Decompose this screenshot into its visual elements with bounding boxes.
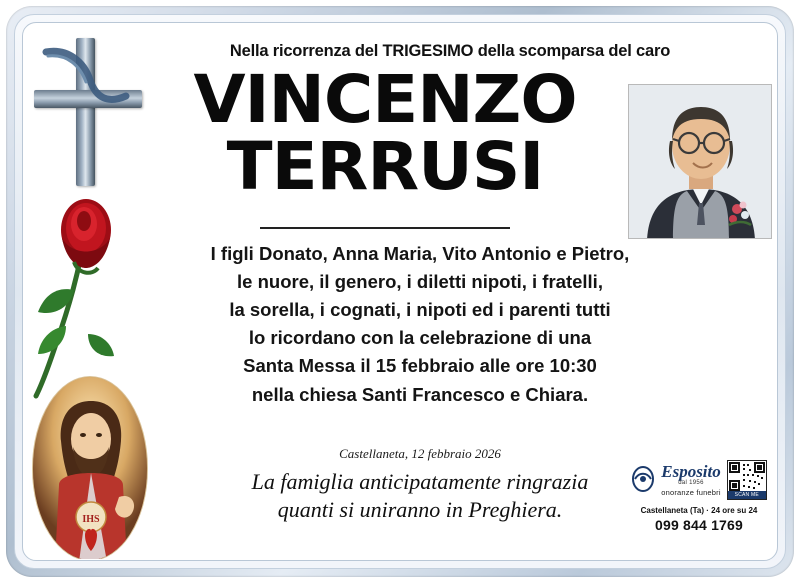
headline-text: Nella ricorrenza del TRIGESIMO della scomparsa del caro (229, 42, 671, 60)
body-line-4: lo ricordano con la celebrazione di una (248, 327, 592, 349)
agency-phone: 099 844 1769 (654, 517, 744, 533)
first-name: VINCENZO (193, 61, 577, 138)
body-line-6: nella chiesa Santi Francesco e Chiara. (251, 383, 589, 405)
deceased-name (120, 61, 650, 205)
agency-since: dal 1956 (678, 479, 704, 486)
closing-line-1: La famiglia anticipatamente ringrazia (251, 469, 589, 494)
funeral-agency-block (624, 460, 774, 533)
agency-logo-icon (631, 466, 655, 494)
body-line-3: la sorella, i cognati, i nipoti ed i parenti tutti (229, 299, 611, 321)
place-and-date: Castellaneta, 12 febbraio 2026 (339, 446, 501, 461)
memorial-body (120, 240, 720, 409)
last-name: TERRUSI (226, 127, 544, 205)
body-line-1: I figli Donato, Anna Maria, Vito Antonio e Pietro, (210, 243, 630, 264)
agency-name: Esposito (661, 461, 721, 481)
divider-rule (260, 227, 510, 229)
agency-location: Castellaneta (Ta) · 24 ore su 24 (640, 506, 758, 515)
poster-content (120, 28, 780, 553)
svg-text:IHS: IHS (82, 514, 100, 525)
closing-line-2: quanti si uniranno in Preghiera. (277, 496, 563, 522)
body-line-5: Santa Messa il 15 febbraio alle ore 10:30 (243, 355, 597, 377)
body-line-2: le nuore, il genero, i diletti nipoti, i fratelli, (237, 271, 603, 293)
deceased-portrait (628, 84, 772, 239)
agency-subtitle: onoranze funebri (661, 488, 721, 498)
qr-scan-label: SCAN ME (728, 491, 766, 499)
qr-code-icon[interactable] (727, 460, 767, 500)
